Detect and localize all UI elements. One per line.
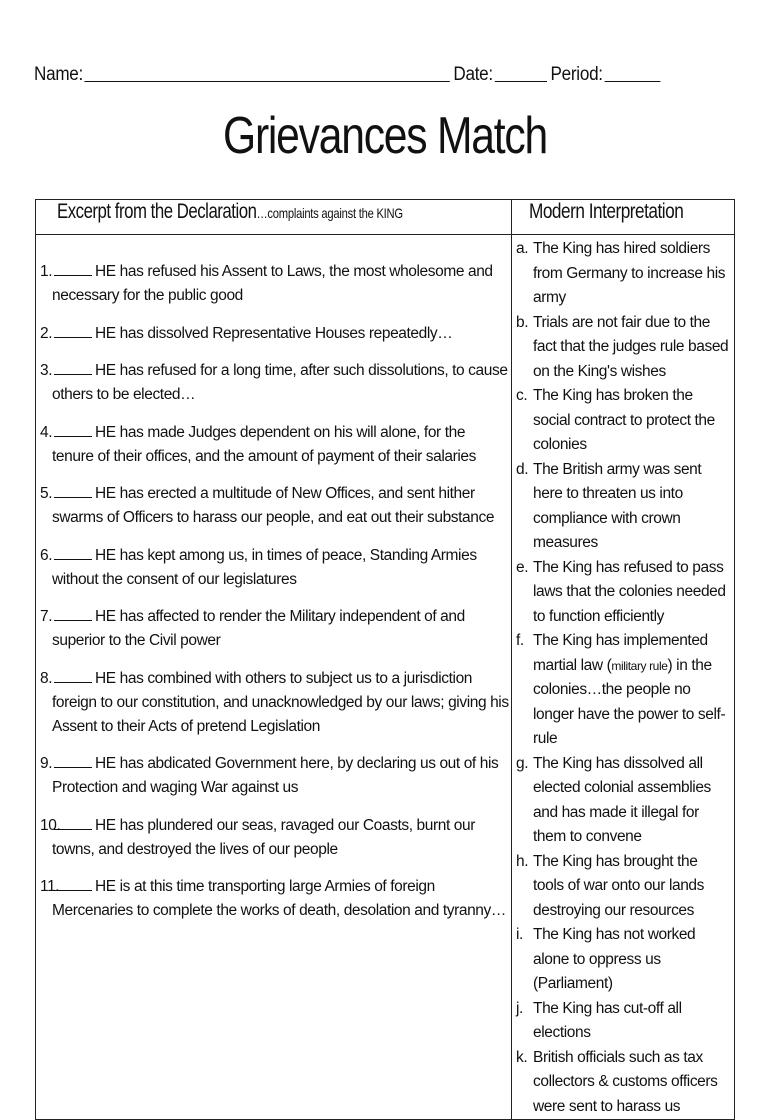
grievance-text: HE is at this time transporting large Armies of foreign Mercenaries to complete the works of death, desolation and tyranny… — [52, 878, 506, 919]
grievance-item — [40, 359, 511, 407]
grievance-number: 9. — [40, 755, 53, 772]
grievance-number: 7. — [40, 608, 53, 625]
grievance-number: 6. — [40, 546, 53, 564]
grievance-text: HE has refused for a long time, after such dissolutions, to cause others to be elected… — [52, 362, 508, 403]
excerpt-header-title: Excerpt from the Declaration — [57, 200, 257, 223]
interpretation-letter: i. — [516, 926, 523, 943]
grievance-body — [52, 814, 511, 862]
grievance-number: 11. — [40, 878, 60, 895]
interpretation-item — [516, 923, 732, 997]
excerpt-cell — [36, 235, 512, 1120]
interpretation-letter: f. — [516, 632, 524, 649]
grievance-body — [52, 260, 511, 308]
interpretation-column-header — [512, 200, 735, 235]
grievance-item — [40, 814, 511, 862]
grievance-item — [40, 544, 511, 592]
interpretation-text: British officials such as tax collectors & customs officers were sent to harass us — [533, 1048, 718, 1115]
interpretation-text: The King has broken the social contract to protect the colonies — [533, 387, 715, 453]
grievance-text: HE has combined with others to subject us to a jurisdiction foreign to our constitution, and unacknowledged by our laws; giving his Assent to their Acts of pretend Legislation — [52, 669, 509, 735]
interpretation-letter: k. — [516, 1048, 528, 1066]
interpretation-item — [516, 629, 732, 752]
grievance-item — [40, 875, 511, 923]
interpretation-letter: g. — [516, 754, 529, 772]
interpretation-text: The King has cut-off all elections — [533, 999, 682, 1041]
grievance-item — [40, 421, 511, 469]
answer-blank[interactable] — [54, 361, 92, 375]
interpretation-item — [516, 556, 732, 630]
grievance-number: 3. — [40, 362, 53, 379]
worksheet-header — [34, 64, 664, 86]
excerpt-header-subtitle: …complaints against the KING — [256, 205, 404, 221]
grievance-text: HE has dissolved Representative Houses repeatedly… — [95, 324, 453, 342]
grievance-body — [52, 322, 511, 346]
grievance-body — [52, 752, 511, 800]
grievance-number: 10. — [40, 816, 61, 834]
interpretation-text: The King has dissolved all elected colonial assemblies and has made it illegal for them to convene — [533, 754, 711, 845]
interpretation-text-part: The King has implemented martial law ( — [533, 632, 708, 674]
grievance-text: HE has affected to render the Military independent of and superior to the Civil power — [52, 608, 465, 649]
interpretation-text: The King has not worked alone to oppress us (Parliament) — [533, 926, 696, 992]
answer-blank[interactable] — [54, 877, 92, 891]
grievance-text: HE has abdicated Government here, by declaring us out of his Protection and waging War against us — [52, 755, 499, 796]
interpretation-text: The King has brought the tools of war onto our lands destroying our resources — [533, 852, 704, 919]
grievance-item — [40, 667, 511, 739]
interpretation-cell — [512, 235, 735, 1120]
interpretation-item — [516, 997, 732, 1046]
answer-blank[interactable] — [54, 607, 92, 621]
name-blank[interactable] — [85, 80, 450, 82]
interpretation-letter: b. — [516, 313, 529, 331]
interpretation-text: Trials are not fair due to the fact that the judges rule based on the King's wishes — [533, 313, 729, 380]
grievance-number: 2. — [40, 324, 53, 342]
grievance-number: 4. — [40, 423, 53, 441]
interpretation-item — [516, 237, 732, 311]
period-label: Period: — [550, 64, 603, 85]
page-title: Grievances Match — [223, 107, 547, 165]
answer-blank[interactable] — [54, 262, 92, 276]
name-label: Name: — [34, 64, 84, 85]
grievance-body — [52, 667, 511, 739]
interpretation-text — [533, 629, 732, 752]
answer-blank[interactable] — [54, 324, 92, 338]
interpretation-letter: a. — [516, 240, 529, 257]
interpretation-item — [516, 1046, 732, 1120]
grievance-body — [52, 359, 511, 407]
grievance-item — [40, 260, 511, 308]
grievance-body — [52, 544, 511, 592]
interpretation-item — [516, 850, 732, 924]
grievance-list — [36, 235, 511, 923]
answer-blank[interactable] — [54, 484, 92, 498]
interpretation-header-title: Modern Interpretation — [528, 200, 684, 223]
grievance-text: HE has plundered our seas, ravaged our Coasts, burnt our towns, and destroyed the lives of our people — [52, 816, 475, 858]
interpretation-text-part: ) in the colonies…the people no longer have the power to self-rule — [533, 656, 726, 747]
interpretation-text-part: military rule — [611, 658, 668, 673]
grievance-text: HE has made Judges dependent on his will alone, for the tenure of their offices, and the amount of payment of their salaries — [52, 423, 476, 465]
answer-blank[interactable] — [54, 669, 92, 683]
grievance-item — [40, 482, 511, 530]
answer-blank[interactable] — [54, 423, 92, 437]
interpretation-letter: j. — [516, 999, 523, 1017]
period-blank[interactable] — [605, 80, 661, 82]
interpretation-letter: h. — [516, 852, 529, 870]
grievance-text: HE has kept among us, in times of peace, Standing Armies without the consent of our legislatures — [52, 546, 477, 588]
date-label: Date: — [453, 64, 493, 85]
interpretation-letter: c. — [516, 387, 528, 404]
interpretation-text: The King has hired soldiers from Germany to increase his army — [533, 240, 726, 306]
grievance-text: HE has refused his Assent to Laws, the most wholesome and necessary for the public good — [52, 263, 493, 304]
answer-blank[interactable] — [54, 754, 92, 768]
grievance-number: 1. — [40, 263, 53, 280]
answer-blank[interactable] — [54, 816, 92, 830]
grievance-text: HE has erected a multitude of New Offices, and sent hither swarms of Officers to harass our people, and eat out their substance — [52, 485, 495, 526]
date-blank[interactable] — [495, 80, 547, 82]
interpretation-letter: e. — [516, 558, 529, 576]
grievance-body — [52, 421, 511, 469]
grievance-item — [40, 322, 511, 346]
interpretation-letter: d. — [516, 460, 529, 478]
interpretation-list — [512, 235, 734, 1119]
grievances-table — [35, 199, 735, 1120]
grievance-number: 8. — [40, 669, 53, 687]
grievance-item — [40, 605, 511, 653]
grievance-item — [40, 752, 511, 800]
excerpt-column-header — [36, 200, 512, 235]
grievance-number: 5. — [40, 485, 53, 502]
grievance-body — [52, 875, 511, 923]
interpretation-item — [516, 458, 732, 556]
grievance-body — [52, 605, 511, 653]
grievance-body — [52, 482, 511, 530]
interpretation-text: The King has refused to pass laws that the colonies needed to function efficiently — [533, 558, 726, 625]
interpretation-item — [516, 752, 732, 850]
answer-blank[interactable] — [54, 546, 92, 560]
interpretation-item — [516, 311, 732, 385]
interpretation-item — [516, 384, 732, 458]
interpretation-text: The British army was sent here to threaten us into compliance with crown measures — [533, 460, 702, 551]
